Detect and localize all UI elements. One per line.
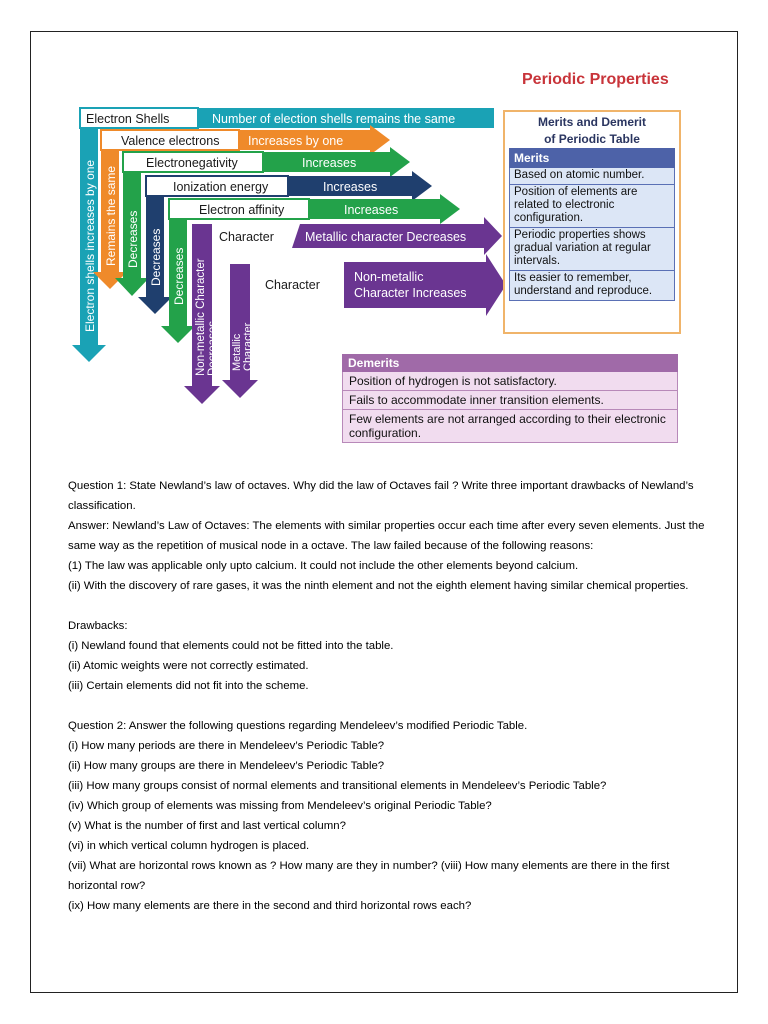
- bar-nonmetallic-character: [344, 254, 506, 316]
- demerits-panel: [342, 354, 678, 443]
- question-2-item: (ii) How many groups are there in Mendeleev’s Periodic Table?: [68, 760, 385, 772]
- trend-nonmetallic-1: Non-metallic: [354, 270, 424, 284]
- merit-item: Periodic properties shows gradual variation at regular intervals.: [509, 228, 675, 271]
- drawback-item: (i) Newland found that elements could not be fitted into the table.: [68, 640, 394, 652]
- demerit-item: Few elements are not arranged according to their electronic configuration.: [342, 410, 678, 443]
- vlabel-decreases-1: Decreases: [126, 210, 140, 268]
- vlabel-nonmetallic-2: Decreases.: [207, 317, 219, 376]
- trend-ionization: Increases: [323, 180, 378, 194]
- body-text: [68, 476, 718, 916]
- demerit-item: Fails to accommodate inner transition elements.: [342, 391, 678, 410]
- label-valence: Valence electrons: [121, 134, 220, 148]
- demerit-item: Position of hydrogen is not satisfactory.: [342, 372, 678, 391]
- merits-panel: [503, 110, 681, 334]
- question-2-item: (ix) How many elements are there in the second and third horizontal rows each?: [68, 900, 472, 912]
- vlabel-electron-shells: Electron shells increases by one: [83, 159, 97, 332]
- label-character-2: Character: [265, 278, 320, 292]
- label-ionization: Ionization energy: [173, 180, 269, 194]
- merits-panel-heading-1: Merits and Demerit: [537, 115, 647, 129]
- label-electronegativity: Electronegativity: [146, 156, 238, 170]
- answer-1-point: (ii) With the discovery of rare gases, it was the ninth element and not the eighth element having similar chemical properties.: [68, 580, 689, 592]
- drawback-item: (iii) Certain elements did not fit into the scheme.: [68, 680, 309, 692]
- trend-electron-shells: Number of election shells remains the same: [212, 112, 456, 126]
- vlabel-metallic-2: Character: [242, 322, 254, 371]
- merit-item: Based on atomic number.: [509, 168, 675, 185]
- merits-table: [509, 148, 675, 301]
- question-2-item: (iii) How many groups consist of normal elements and transitional elements in Mendeleev’s Periodic Table?: [68, 780, 607, 792]
- merit-item: Position of elements are related to electronic configuration.: [509, 185, 675, 228]
- diagram-title: Periodic Properties: [522, 71, 669, 88]
- drawback-item: (ii) Atomic weights were not correctly estimated.: [68, 660, 309, 672]
- answer-1: Answer: Newland’s Law of Octaves: The elements with similar properties occur each time after every seven elements. Just the same way as the repetition of musical node in a octave. The law failed because of the following reasons:: [68, 520, 705, 552]
- vlabel-metallic-1: Metallic: [231, 333, 243, 371]
- merits-title: Merits: [509, 148, 675, 168]
- trend-valence: Increases by one: [248, 134, 344, 148]
- trend-metallic: Metallic character Decreases: [305, 230, 467, 244]
- vlabel-remains-same: Remains the same: [104, 165, 118, 266]
- trend-electronegativity: Increases: [302, 156, 357, 170]
- question-2: Question 2: Answer the following questions regarding Mendeleev’s modified Periodic Table.: [68, 720, 528, 732]
- label-character-1: Character: [219, 230, 274, 244]
- demerits-title: Demerits: [342, 354, 678, 372]
- trend-nonmetallic-2: Character Increases: [354, 286, 467, 300]
- drawbacks-title: Drawbacks:: [68, 620, 128, 632]
- question-2-item: (v) What is the number of first and last vertical column?: [68, 820, 346, 832]
- question-1: Question 1: State Newland’s law of octaves. Why did the law of Octaves fail ? Write three important drawbacks of Newland’s classification.: [68, 480, 694, 512]
- trend-electron-affinity: Increases: [344, 203, 399, 217]
- merit-item: Its easier to remember, understand and reproduce.: [509, 271, 675, 301]
- question-2-item: (iv) Which group of elements was missing from Mendeleev’s original Periodic Table?: [68, 800, 492, 812]
- label-electron-affinity: Electron affinity: [199, 203, 285, 217]
- merits-panel-heading-2: of Periodic Table: [544, 132, 640, 146]
- vlabel-decreases-3: Decreases: [172, 247, 186, 305]
- question-2-item: (vi) in which vertical column hydrogen is placed.: [68, 840, 310, 852]
- label-electron-shells: Electron Shells: [86, 112, 170, 126]
- vlabel-nonmetallic-1: Non-metallic Character: [195, 258, 207, 376]
- answer-1-point: (1) The law was applicable only upto calcium. It could not include the other elements beyond calcium.: [68, 560, 579, 572]
- vlabel-decreases-2: Decreases: [149, 228, 163, 286]
- question-2-item: (vii) What are horizontal rows known as ? How many are they in number? (viii) How many elements are there in the first horizontal row?: [68, 860, 670, 892]
- vlabel-metallic-3: Increases: [253, 323, 265, 371]
- question-2-item: (i) How many periods are there in Mendeleev’s Periodic Table?: [68, 740, 385, 752]
